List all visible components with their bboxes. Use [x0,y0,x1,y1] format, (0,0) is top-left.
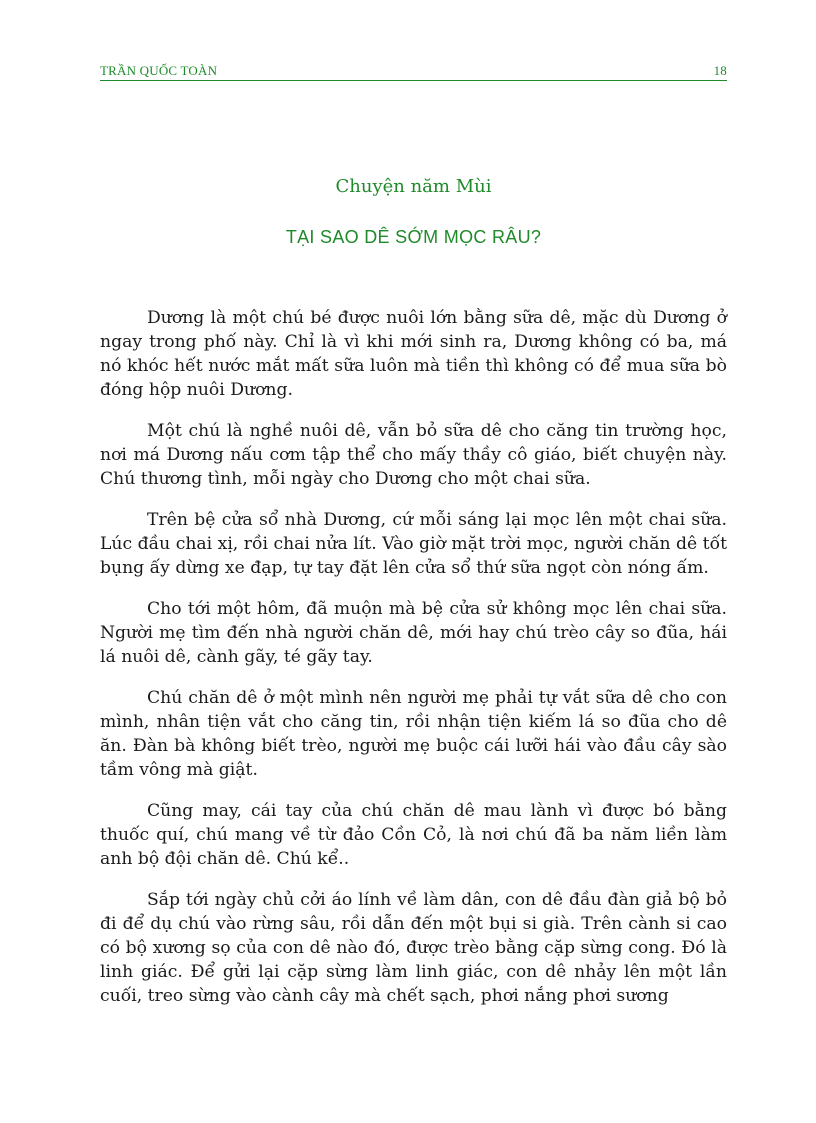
chapter-kicker: Chuyện năm Mùi [335,176,492,197]
page-number: 18 [713,63,727,78]
header-author: TRẦN QUỐC TOÀN [100,63,218,78]
paragraph: Dương là một chú bé được nuôi lớn bằng sữa dê, mặc dù Dương ở ngay trong phố này. Chỉ là vì khi mới sinh ra, Dương không có ba, má nó khóc hết nước mắt mất sữa luôn mà tiền thì không có để mua sữa bò đóng hộp nuôi Dương. [100,308,727,400]
paragraph: Trên bệ cửa sổ nhà Dương, cứ mỗi sáng lại mọc lên một chai sữa. Lúc đầu chai xị, rồi chai nửa lít. Vào giờ mặt trời mọc, người chăn dê tốt bụng ấy dừng xe đạp, tự tay đặt lên cửa sổ thứ sữa ngọt còn nóng ấm. [100,510,727,578]
running-header [100,62,727,81]
paragraph: Cho tới một hôm, đã muộn mà bệ cửa sử không mọc lên chai sữa. Người mẹ tìm đến nhà người chăn dê, mới hay chú trèo cây so đũa, hái lá nuôi dê, cành gãy, té gãy tay. [100,599,727,667]
paragraph: Chú chăn dê ở một mình nên người mẹ phải tự vắt sữa dê cho con mình, nhân tiện vắt cho căng tin, rồi nhận tiện kiếm lá so đũa cho dê ăn. Đàn bà không biết trèo, người mẹ buộc cái lưỡi hái vào đầu cây sào tầm vông mà giật. [100,688,727,780]
paragraph: Sắp tới ngày chủ cởi áo lính về làm dân, con dê đầu đàn giả bộ bỏ đi để dụ chú vào rừng sâu, rồi dẫn đến một bụi si già. Trên cành si cao có bộ xương sọ của con dê nào đó, được trèo bằng cặp sừng cong. Đó là linh giác. Để gửi lại cặp sừng làm linh giác, con dê nhảy lên một lần cuối, treo sừng vào cành cây mà chết sạch, phơi nắng phơi sương [100,890,727,1006]
chapter-title: TẠI SAO DÊ SỚM MỌC RÂU? [285,227,542,247]
paragraph: Cũng may, cái tay của chú chăn dê mau lành vì được bó bằng thuốc quí, chú mang về từ đảo Cồn Cỏ, là nơi chú đã ba năm liền làm anh bộ đội chăn dê. Chú kể.. [100,801,727,869]
paragraph: Một chú là nghề nuôi dê, vẫn bỏ sữa dê cho căng tin trường học, nơi má Dương nấu cơm tập thể cho mấy thầy cô giáo, biết chuyện này. Chú thương tình, mỗi ngày cho Dương cho một chai sữa. [100,421,727,489]
body-text [100,306,727,1025]
